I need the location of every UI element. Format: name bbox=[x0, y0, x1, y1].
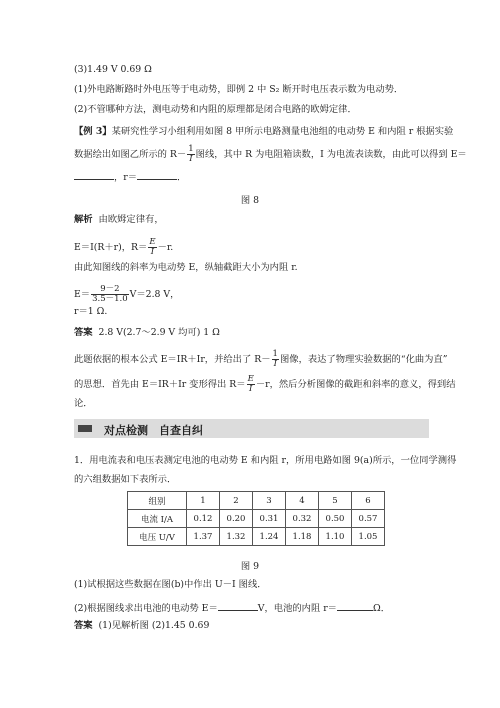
fraction-denominator: I bbox=[189, 154, 193, 164]
answer-text: 2.8 V(2.7～2.9 V 均可) 1 Ω bbox=[98, 327, 220, 338]
equation-1b: －r. bbox=[157, 242, 174, 253]
section-title: 对点检测 自查自纠 bbox=[104, 424, 203, 437]
example-line-2 bbox=[74, 145, 467, 164]
table-cell: 0.20 bbox=[220, 510, 253, 528]
table-cell: 1.10 bbox=[319, 528, 352, 546]
answer-blank-resistance bbox=[337, 601, 373, 611]
equation-3: r＝1 Ω. bbox=[74, 306, 108, 317]
analysis-label: 解析 bbox=[74, 214, 93, 225]
table-cell: 电流 I/A bbox=[128, 510, 187, 528]
example-text-2a: 数据绘出如图乙所示的 R－ bbox=[74, 149, 187, 160]
table-cell: 1.18 bbox=[286, 528, 319, 546]
subquestion-2c: Ω． bbox=[372, 603, 390, 614]
eq1-denominator: I bbox=[150, 247, 155, 257]
equation-2a: E＝ bbox=[74, 289, 91, 300]
eq2-denominator: 3.5－1.0 bbox=[92, 294, 128, 304]
table-cell: 1.32 bbox=[220, 528, 253, 546]
analysis-line bbox=[74, 214, 164, 226]
example-text-3b: ． bbox=[177, 172, 187, 183]
analysis-intro: 由欧姆定律有， bbox=[98, 214, 164, 225]
figure-8-caption: 图 8 bbox=[240, 195, 260, 206]
summary-1b: 图像，表达了物理实验数据的“化曲为直” bbox=[279, 354, 448, 365]
slope-text: 由此知图线的斜率为电动势 E，纵轴截距大小为内阻 r. bbox=[74, 262, 298, 273]
summary-denominator-1: I bbox=[273, 359, 277, 369]
answer-blank-e bbox=[74, 170, 114, 180]
example-text-1: 某研究性学习小组利用如图 8 甲所示电路测量电池组的电动势 E 和内阻 r 根据实验 bbox=[111, 126, 454, 137]
table-header-cell: 5 bbox=[319, 492, 352, 510]
subquestion-1: (1)试根据这些数据在图(b)中作出 U－I 图线． bbox=[74, 579, 267, 590]
equation-2b: V＝2.8 V， bbox=[129, 289, 180, 300]
figure-9-caption: 图 9 bbox=[240, 561, 260, 572]
summary-line-1 bbox=[74, 350, 448, 369]
eq2-numerator: 9－2 bbox=[91, 285, 129, 295]
example-line-3 bbox=[74, 170, 186, 184]
table-cell: 0.50 bbox=[319, 510, 352, 528]
question-1-answer bbox=[74, 620, 209, 632]
table-header-cell: 3 bbox=[253, 492, 286, 510]
table-header-cell: 1 bbox=[187, 492, 220, 510]
summary-numerator-1: 1 bbox=[272, 349, 278, 359]
example-text-3a: ，r＝ bbox=[114, 172, 138, 183]
table-header-cell: 2 bbox=[220, 492, 253, 510]
note-line-2: (2)不管哪种方法，测电动势和内阻的原理都是闭合电路的欧姆定律． bbox=[74, 104, 357, 115]
summary-numerator-2: E bbox=[247, 374, 254, 384]
table-cell: 1.24 bbox=[253, 528, 286, 546]
table-cell: 电压 U/V bbox=[128, 528, 187, 546]
example-text-2b: 图线，其中 R 为电阻箱读数，I 为电流表读数，由此可以得到 E＝ bbox=[195, 149, 467, 160]
summary-1a: 此题依据的根本公式 E＝IR＋Ir，并给出了 R－ bbox=[74, 354, 271, 365]
table-cell: 0.12 bbox=[187, 510, 220, 528]
answer-blank-emf bbox=[218, 601, 258, 611]
subquestion-2a: (2)根据图线求出电池的电动势 E＝ bbox=[74, 603, 218, 614]
summary-2a: 的思想．首先由 E＝IR＋Ir 变形得出 R＝ bbox=[74, 379, 246, 390]
example-fraction bbox=[187, 145, 194, 164]
fraction-numerator: 1 bbox=[188, 144, 194, 154]
answer-label: 答案 bbox=[74, 327, 93, 338]
equation-2-fraction bbox=[91, 285, 129, 304]
eq1-numerator: E bbox=[149, 237, 156, 247]
data-table bbox=[127, 491, 385, 546]
subquestion-2 bbox=[74, 601, 390, 615]
section-marker-icon bbox=[78, 425, 92, 432]
summary-fraction-2 bbox=[247, 375, 255, 394]
answer-line-3: (3)1.49 V 0.69 Ω bbox=[74, 64, 152, 75]
summary-2b: －r，然后分析图像的截距和斜率的意义，得到结 bbox=[255, 379, 456, 390]
summary-line-2 bbox=[74, 375, 456, 394]
equation-1-fraction bbox=[148, 238, 156, 257]
summary-line-3: 论． bbox=[74, 398, 93, 409]
answer-blank-r bbox=[137, 170, 177, 180]
table-cell: 0.31 bbox=[253, 510, 286, 528]
table-cell: 0.32 bbox=[286, 510, 319, 528]
table-header-row bbox=[128, 492, 385, 510]
equation-1 bbox=[74, 238, 173, 257]
summary-denominator-2: I bbox=[249, 384, 253, 394]
section-header bbox=[74, 419, 429, 438]
question-1-answer-text: (1)见解析图 (2)1.45 0.69 bbox=[98, 620, 210, 631]
equation-1a: E＝I(R＋r)，R＝ bbox=[74, 242, 148, 253]
equation-2 bbox=[74, 285, 179, 304]
table-row bbox=[128, 510, 385, 528]
example-line-1 bbox=[74, 126, 453, 138]
subquestion-2b: V，电池的内阻 r＝ bbox=[257, 603, 337, 614]
table-header-cell: 6 bbox=[352, 492, 385, 510]
note-line-1: (1)外电路断路时外电压等于电动势，即例 2 中 S₂ 断开时电压表示数为电动势． bbox=[74, 84, 404, 95]
answer-line bbox=[74, 327, 220, 339]
example-tag: 【例 3】 bbox=[74, 126, 112, 137]
question-1-answer-label: 答案 bbox=[74, 620, 93, 631]
question-1-line-2: 的六组数据如下表所示． bbox=[74, 474, 177, 485]
summary-fraction-1 bbox=[272, 350, 279, 369]
table-cell: 0.57 bbox=[352, 510, 385, 528]
table-cell: 1.37 bbox=[187, 528, 220, 546]
table-header-cell: 组别 bbox=[128, 492, 187, 510]
table-cell: 1.05 bbox=[352, 528, 385, 546]
table-row bbox=[128, 528, 385, 546]
table-header-cell: 4 bbox=[286, 492, 319, 510]
question-1-line-1: 1．用电流表和电压表测定电池的电动势 E 和内阻 r，所用电路如图 9(a)所示，一位同学测得 bbox=[74, 455, 457, 466]
